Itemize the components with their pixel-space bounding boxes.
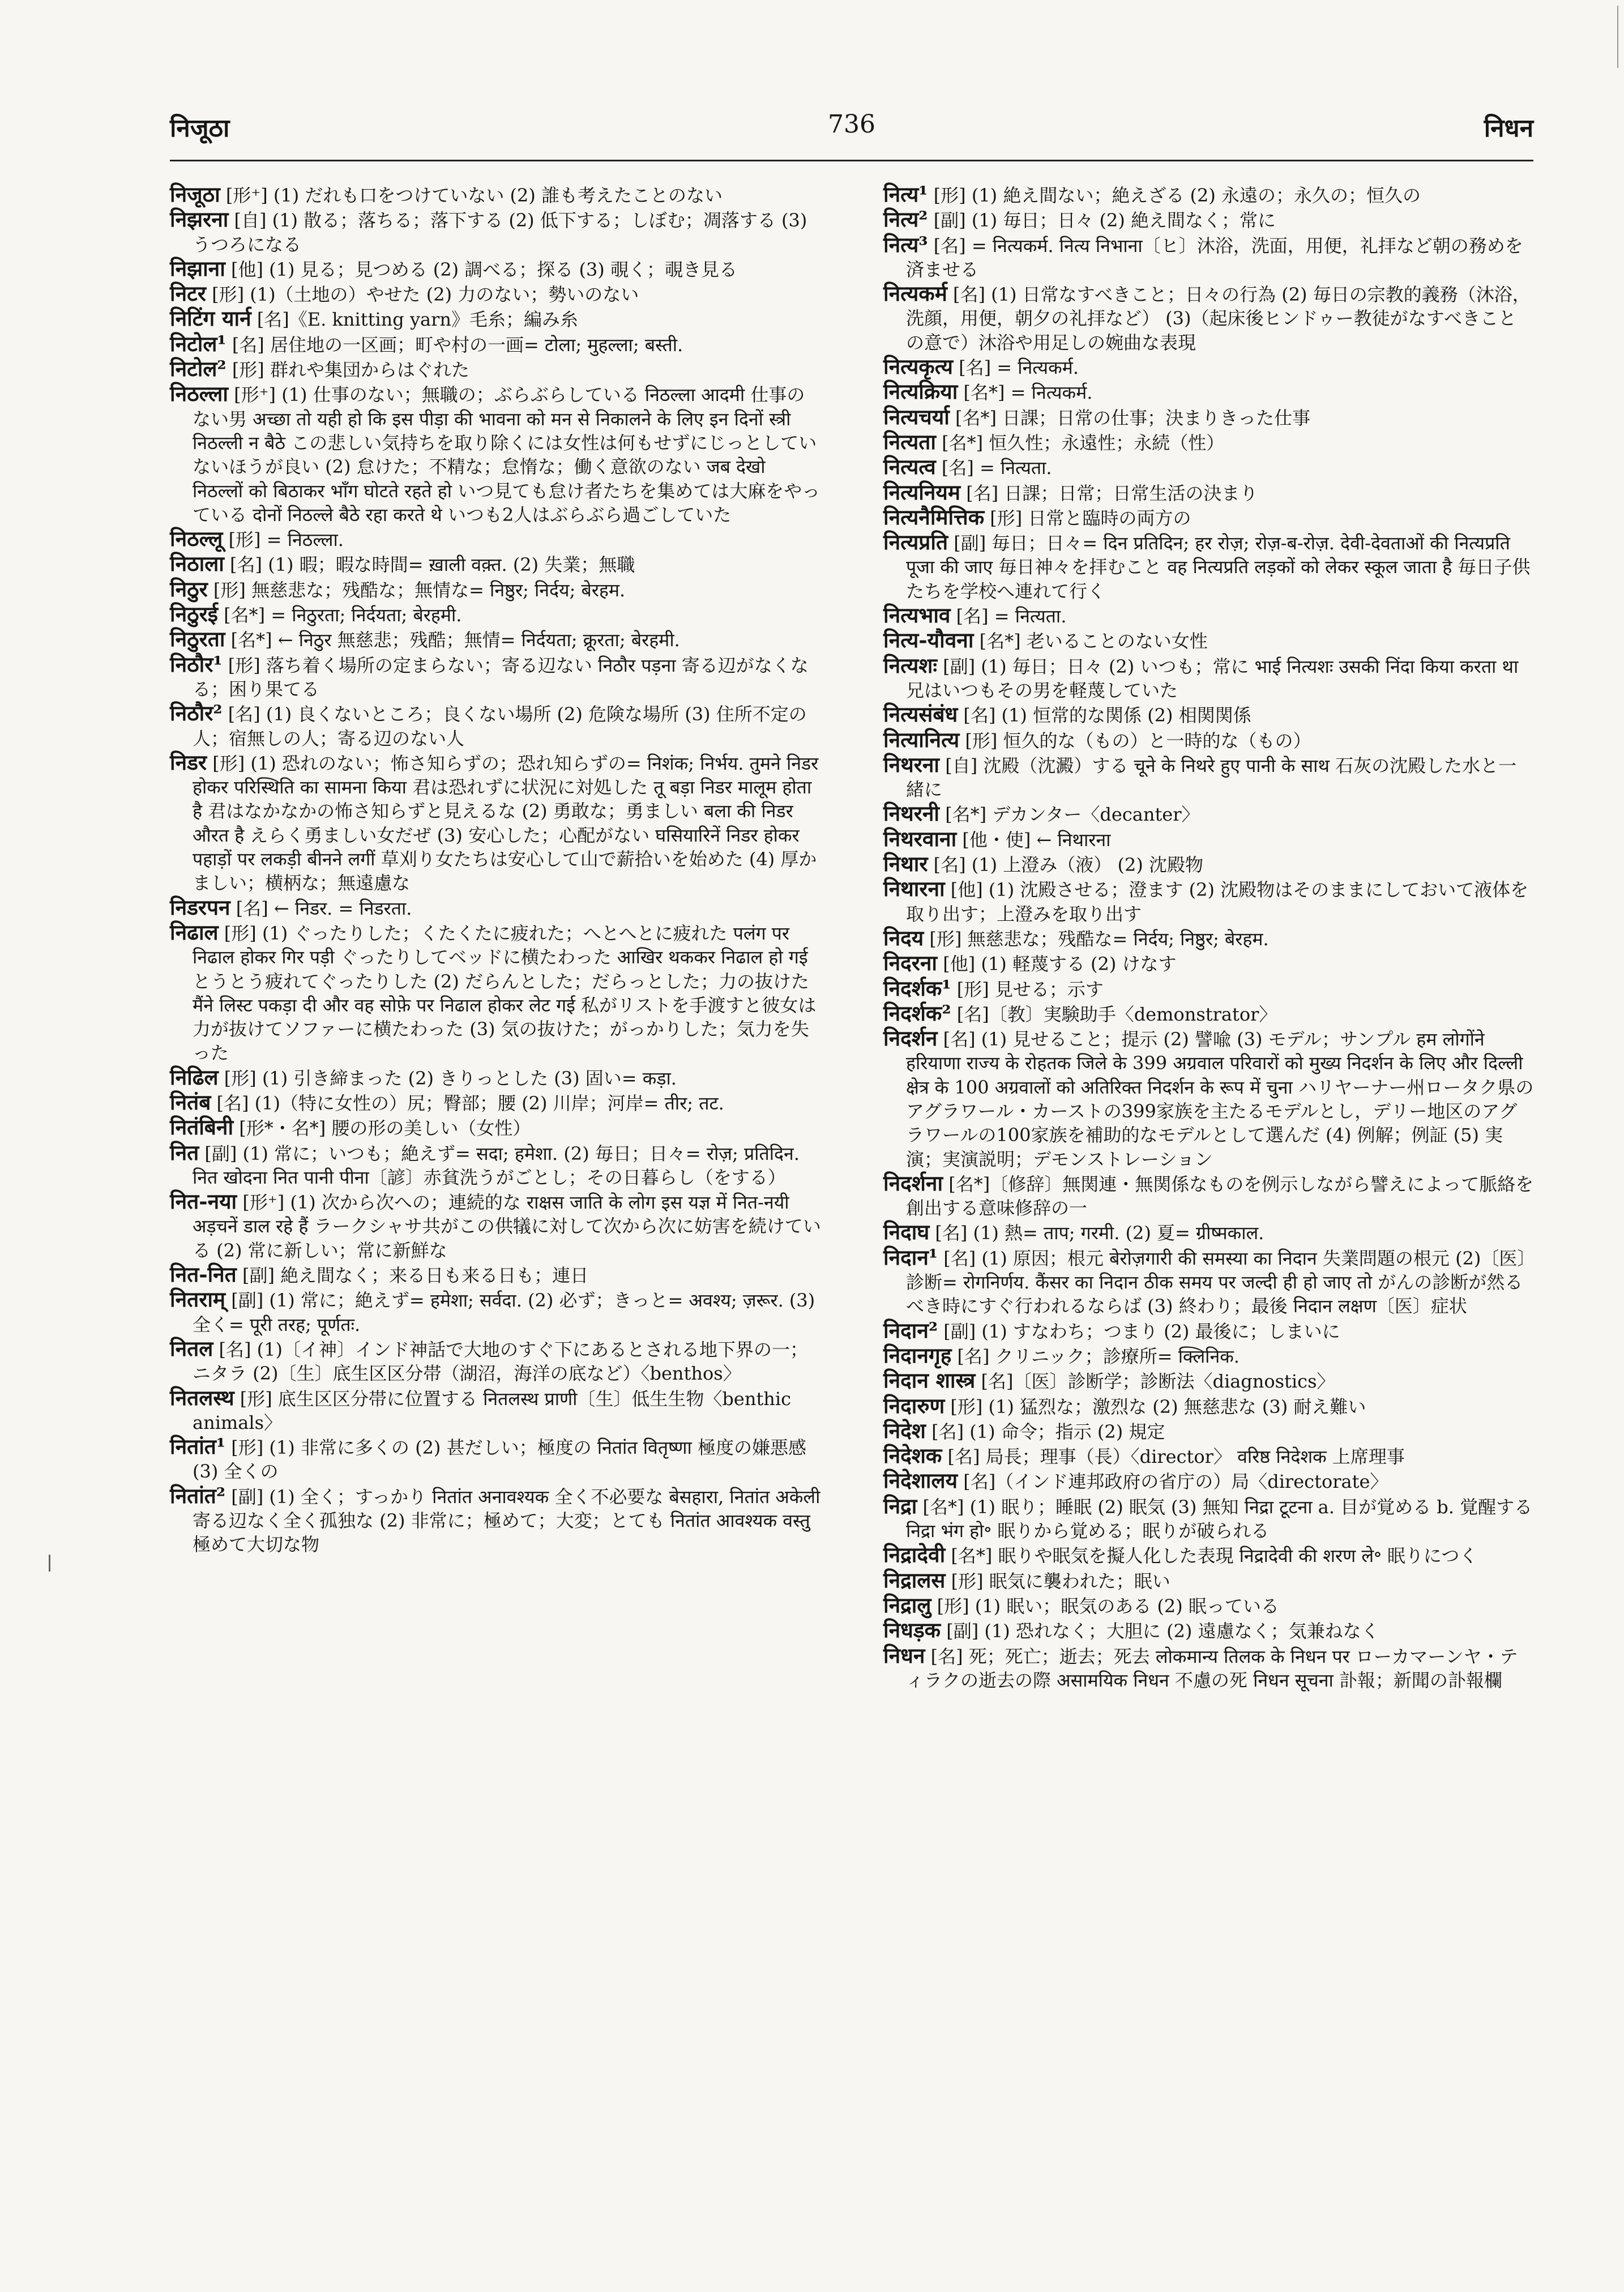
entry-headword: निजूठा <box>170 182 220 207</box>
entry-headword: निटोल¹ <box>170 331 226 356</box>
entry-headword: निदर्शक² <box>883 1000 951 1026</box>
entry-headword: नितांत² <box>170 1483 226 1508</box>
entry-headword: नितांत¹ <box>170 1434 226 1459</box>
dictionary-entry <box>883 405 1535 430</box>
entry-headword: निठौर¹ <box>170 651 223 677</box>
dictionary-entry <box>883 1245 1535 1318</box>
dictionary-entry <box>883 728 1535 753</box>
entry-definition: [副] (1) 毎日；日々 (2) 絶え間なく；常に <box>933 210 1276 232</box>
entry-definition: [形] (1)（土地の）やせた (2) 力のない；勢いのない <box>212 284 639 306</box>
dictionary-entry <box>170 257 821 281</box>
dictionary-entry <box>883 753 1535 802</box>
dictionary-entry <box>883 1394 1535 1419</box>
dictionary-entry <box>170 895 821 920</box>
entry-headword: निडरपन <box>170 894 230 920</box>
entry-definition: [名] 局長；理事（長）〈director〉 वरिष्ठ निदेशक 上席理事 <box>947 1446 1405 1468</box>
dictionary-entry <box>170 1090 821 1115</box>
entry-definition: [形] (1) 眠い；眠気のある (2) 眠っている <box>937 1595 1279 1617</box>
entry-definition: [名*] 眠りや眠気を擬人化した表現 निद्रादेवी की शरण ले॰ 眠りにつく <box>951 1545 1478 1567</box>
dictionary-entry <box>883 1419 1535 1444</box>
entry-definition: [副] (1) 毎日；日々 (2) いつも；常に भाई नित्यशः उसकी निंदा किया करता था 兄はいつもその男を軽蔑していた <box>906 655 1519 701</box>
entry-definition: [他・使] ← निथारना <box>962 829 1111 851</box>
entry-definition: [名]〔教〕実験助手〈demonstrator〉 <box>956 1003 1277 1025</box>
entry-headword: निथरना <box>883 752 940 777</box>
entry-definition: [名]（インド連邦政府の省庁の）局〈directorate〉 <box>963 1471 1388 1493</box>
entry-headword: नित्यत्व <box>883 454 936 480</box>
dictionary-entry <box>883 182 1535 207</box>
entry-headword: नित्यकृत्य <box>883 354 953 379</box>
dictionary-entry <box>883 827 1535 852</box>
dictionary-entry <box>883 1171 1535 1220</box>
entry-definition: [副] (1) 全く；すっかり नितांत अनावश्यक 全く不必要な बेसहारा, नितांत अकेली 寄る辺なく全く孤独な (2) 非常に；極めて；大変；とても नितांत आवश्यक वस्तु 極めて大切な物 <box>193 1486 820 1556</box>
entry-definition: [名] 日課；日常；日常生活の決まり <box>966 482 1258 504</box>
entry-headword: निठल्लू <box>170 526 223 552</box>
entry-definition: [形] (1) 猛烈な；激烈な (2) 無慈悲な (3) 耐え難い <box>950 1395 1366 1418</box>
entry-headword: नित्यप्रति <box>883 530 948 555</box>
entry-headword: निटिंग यार्न <box>170 306 251 331</box>
entry-headword: निथरनी <box>883 801 940 826</box>
entry-definition: [形] 無慈悲な；残酷な；無情な= निष्ठुर; निर्दय; बेरहम. <box>213 579 626 601</box>
entry-definition: [名] = नित्यकर्म. नित्य निभाना〔ヒ〕沐浴，洗面，用便，礼拝など朝の務めを済ませる <box>906 234 1523 280</box>
dictionary-entry <box>883 852 1535 877</box>
dictionary-entry <box>170 920 821 1065</box>
entry-headword: निधड़क <box>883 1617 941 1643</box>
dictionary-entry <box>170 701 821 750</box>
entry-headword: निदेशक <box>883 1443 942 1469</box>
entry-definition: [自] 沈殿（沈澱）する चूने के निथरे हुए पानी के साथ 石灰の沈殿した水と一緒に <box>906 754 1517 801</box>
entry-headword: नित्य¹ <box>883 182 928 207</box>
header-rule <box>170 160 1533 161</box>
entry-definition: [名*] デカンター〈decanter〉 <box>945 804 1200 826</box>
dictionary-entry <box>883 455 1535 480</box>
entry-definition: [自] (1) 散る；落ちる；落下する (2) 低下する；しぼむ；凋落する (3) うつろになる <box>193 210 807 255</box>
entry-headword: निदेशालय <box>883 1468 958 1493</box>
entry-definition: [名] (1)（特に女性の）尻；臀部；腰 (2) 川岸；河岸= तीर; तट. <box>216 1092 724 1114</box>
dictionary-entry <box>170 382 821 527</box>
entry-definition: [名] = नित्यकर्म. <box>959 357 1079 379</box>
entry-definition: [形] 見せる；示す <box>956 978 1104 1000</box>
entry-definition: [名*] ← निठुर 無慈悲；残酷；無情= निर्दयता; क्रूरता; बेरहमी. <box>230 629 680 651</box>
entry-definition: [形] (1) 絶え間ない；絶えざる (2) 永遠の；永久の；恒久の <box>933 185 1421 206</box>
entry-definition: [名] = नित्यता. <box>956 605 1067 628</box>
dictionary-entry <box>883 430 1535 455</box>
entry-headword: निठुरता <box>170 626 225 652</box>
entry-definition: [名*] 老いることのない女性 <box>979 630 1208 652</box>
dictionary-entry <box>883 1593 1535 1618</box>
dictionary-entry <box>883 1318 1535 1343</box>
dictionary-entry <box>170 1115 821 1140</box>
dictionary-entry <box>883 207 1535 232</box>
entry-headword: नित्यसंबंध <box>883 702 958 727</box>
dictionary-entry <box>170 1141 821 1190</box>
dictionary-entry <box>883 1343 1535 1368</box>
entry-headword: नित्यता <box>883 429 936 454</box>
entry-definition: [名] (1) 命令；指示 (2) 規定 <box>931 1420 1165 1442</box>
dictionary-entry <box>883 654 1535 703</box>
entry-definition: [副] 絶え間なく；来る日も来る日も；連日 <box>242 1265 589 1287</box>
entry-definition: [形⁺] (1) 仕事のない；無職の；ぶらぶらしている निठल्ला आदमी 仕事のない男 अच्छा तो यही हो कि इस पीड़ा की भावना को मन से निकालने के लिए इन दिनों स्त्री निठल्ली न बैठे この悲しい気持ちを取り除くには女性は何もせずにじっとしていないほうが良い (2) 怠けた；不精な；怠惰な；働く意欲のない जब देखो निठल्लों को बिठाकर भाँग घोटते रहते हो いつ見ても怠け者たちを集めては大麻をやっている दोनों निठल्ले बैठे रहा करते थे いつも2人はぶらぶら過ごしていた <box>193 384 820 526</box>
dictionary-entry <box>170 306 821 331</box>
entry-headword: निटर <box>170 281 206 306</box>
entry-headword: निठौर² <box>170 701 223 726</box>
entry-headword: निदर्शक¹ <box>883 975 951 1001</box>
dictionary-entry <box>170 1484 821 1557</box>
dictionary-entry <box>883 355 1535 379</box>
entry-definition: [形] 落ち着く場所の定まらない；寄る辺ない निठौर पड़ना 寄る辺がなくなる；困り果てる <box>193 654 809 700</box>
dictionary-entry <box>883 951 1535 976</box>
entry-headword: निदय <box>883 925 924 950</box>
entry-definition: [形] 日常と臨時の両方の <box>990 507 1191 529</box>
dictionary-entry <box>883 877 1535 926</box>
entry-definition: [名*] 恒久性；永遠性；永続（性） <box>942 432 1225 454</box>
right-column <box>883 182 1535 1692</box>
header-left-guide-word: निजूठा <box>170 114 230 143</box>
entry-headword: निधन <box>883 1642 925 1668</box>
entry-definition: [形] 眠気に襲われた；眠い <box>951 1570 1170 1592</box>
entry-headword: निदान¹ <box>883 1244 938 1270</box>
entry-headword: निदानगृह <box>883 1342 952 1368</box>
entry-definition: [形] (1) 非常に多くの (2) 甚だしい；極度の नितांत वितृष्णा 極度の嫌悪感 (3) 全くの <box>193 1437 806 1483</box>
dictionary-entry <box>883 1618 1535 1643</box>
dictionary-entry <box>883 1026 1535 1171</box>
entry-definition: [名] ← निडर. = निडरता. <box>236 897 412 919</box>
entry-definition: [他] (1) 沈殿させる；澄ます (2) 沈殿物はそのままにしておいて液体を取り出す；上澄みを取り出す <box>906 879 1529 925</box>
entry-definition: [形⁺] (1) 次から次への；連続的な राक्षस जाति के लोग इस यज्ञ में नित-नयी अड़चनें डाल रहे हैं ラークシャサ共がこの供犠に対して次から次に妨害を続けている (2) 常に新しい；常に新鮮な <box>193 1192 821 1261</box>
dictionary-entry <box>883 926 1535 951</box>
dictionary-entry <box>170 1189 821 1262</box>
dictionary-entry <box>883 801 1535 826</box>
entry-headword: निढिल <box>170 1064 219 1090</box>
entry-headword: नित्यचर्या <box>883 404 950 429</box>
entry-definition: [名*] = निठुरता; निर्दयता; बेरहमी. <box>224 604 462 626</box>
dictionary-entry <box>170 527 821 552</box>
entry-headword: नित्य-यौवना <box>883 628 974 653</box>
entry-headword: नितलस्थ <box>170 1385 234 1410</box>
dictionary-entry <box>170 1337 821 1386</box>
entry-definition: [形] (1) 引き締まった (2) きりっとした (3) 固い= कड़ा. <box>224 1067 677 1089</box>
dictionary-entry <box>170 1262 821 1287</box>
entry-headword: निदान² <box>883 1317 938 1343</box>
dictionary-entry <box>883 281 1535 355</box>
margin-mark <box>49 1555 50 1572</box>
entry-definition: [名] (1) 恒常的な関係 (2) 相関関係 <box>963 705 1251 727</box>
dictionary-entry <box>170 750 821 895</box>
dictionary-entry <box>883 233 1535 282</box>
entry-headword: नित-नित <box>170 1262 237 1287</box>
dictionary-entry <box>170 332 821 357</box>
entry-headword: निठल्ला <box>170 381 228 407</box>
entry-headword: निदर्शन <box>883 1026 938 1051</box>
dictionary-entry <box>883 1001 1535 1026</box>
entry-definition: [名*] = नित्यकर्म. <box>963 382 1093 404</box>
dictionary-entry <box>883 1469 1535 1493</box>
dictionary-entry <box>883 976 1535 1001</box>
entry-headword: निझाना <box>170 255 225 281</box>
dictionary-entry <box>170 552 821 577</box>
dictionary-entry <box>170 1386 821 1435</box>
entry-headword: नित्यक्रिया <box>883 379 958 404</box>
entry-headword: निडर <box>170 749 207 775</box>
dictionary-entry <box>883 379 1535 404</box>
entry-headword: निद्रादेवी <box>883 1542 946 1568</box>
entry-definition: [形⁺] (1) だれも口をつけていない (2) 誰も考えたことのない <box>225 185 723 206</box>
entry-headword: निटोल² <box>170 356 226 382</box>
entry-definition: [名] (1) 熱= ताप; गरमी. (2) 夏= ग्रीष्मकाल. <box>935 1222 1264 1244</box>
dictionary-entry <box>170 652 821 702</box>
dictionary-entry <box>883 505 1535 530</box>
entry-definition: [名] = नित्यता. <box>941 457 1052 479</box>
dictionary-entry <box>883 628 1535 653</box>
dictionary-entry <box>170 281 821 306</box>
entry-definition: [他] (1) 軽蔑する (2) けなす <box>943 953 1177 975</box>
entry-definition: [名] (1) 日常なすべきこと；日々の行為 (2) 毎日の宗教的義務（沐浴，洗顔，用便，朝夕の礼拝など） (3)（起床後ヒンドゥー教徒がなすべきことの意で）沐浴や用足しの婉曲な表現 <box>906 284 1531 353</box>
entry-definition: [名]〔医〕診断学；診断法〈diagnostics〉 <box>981 1371 1335 1393</box>
dictionary-entry <box>170 207 821 257</box>
entry-definition: [名*] 日課；日常の仕事；決まりきった仕事 <box>955 407 1311 429</box>
dictionary-entry <box>883 1444 1535 1469</box>
entry-headword: निठुर <box>170 576 208 601</box>
dictionary-entry <box>170 1287 821 1337</box>
entry-definition: [名] (1)〔イ神〕インド神話で大地のすぐ下にあるとされる地下界の一；ニタラ (2)〔生〕底生区区分帯（湖沼，海洋の底など）〈benthos〉 <box>193 1338 808 1385</box>
entry-definition: [名] (1) 原因；根元 बेरोज़गारी की समस्या का निदान 失業問題の根元 (2)〔医〕診断= रोगनिर्णय. कैंसर का निदान ठीक समय पर जल्दी ही हो जाए तो がんの診断が然るべき時にすぐ行われるならば (3) 終わり；最後 निदान लक्षण〔医〕症状 <box>906 1247 1527 1317</box>
entry-headword: नित-नया <box>170 1189 237 1214</box>
entry-definition: [名]《E. knitting yarn》毛糸；編み糸 <box>257 309 579 331</box>
entry-headword: नित्य³ <box>883 232 928 257</box>
left-column <box>170 182 821 1557</box>
dictionary-entry <box>883 1568 1535 1593</box>
entry-definition: [名] クリニック；診療所= क्लिनिक. <box>957 1345 1240 1367</box>
entry-definition: [形] 恒久的な（もの）と一時的な（もの） <box>965 729 1311 752</box>
entry-definition: [形] 群れや集団からはぐれた <box>232 359 469 381</box>
entry-headword: निदर्शना <box>883 1170 943 1196</box>
entry-headword: निथार <box>883 851 928 877</box>
entry-definition: [副] (1) 常に；いつも；絶えず= सदा; हमेशा. (2) 毎日；日々= रोज़; प्रतिदिन. नित खोदना नित पानी पीना〔諺〕赤貧洗うがごとし；その日暮らし（をする） <box>193 1142 800 1188</box>
entry-headword: नित्यानित्य <box>883 727 960 752</box>
entry-headword: नित्यशः <box>883 652 937 678</box>
dictionary-entry <box>170 357 821 382</box>
entry-headword: निठाला <box>170 551 224 577</box>
scan-edge-mark <box>1606 6 1618 68</box>
entry-headword: नित्यकर्म <box>883 281 947 306</box>
entry-headword: निथरवाना <box>883 826 957 851</box>
entry-definition: [名*] (1) 眠り；睡眠 (2) 眠気 (3) 無知 निद्रा टूटना a. 目が覚める b. 覚醒する निद्रा भंग हो॰ 眠りから覚める；眠りが破られる <box>906 1496 1533 1542</box>
dictionary-entry <box>170 627 821 652</box>
entry-definition: [名] (1) 暇；暇な時間= ख़ाली वक़्त. (2) 失業；無職 <box>230 554 635 576</box>
entry-headword: निदान शास्त्र <box>883 1368 976 1393</box>
entry-definition: [形] 底生区区分帯に位置する नितलस्थ प्राणी〔生〕低生生物〈benthic animals〉 <box>193 1388 792 1433</box>
entry-definition: [副] (1) 恐れなく；大胆に (2) 遠慮なく；気兼ねなく <box>946 1620 1379 1642</box>
dictionary-entry <box>170 1065 821 1090</box>
dictionary-entry <box>883 702 1535 727</box>
entry-definition: [形] (1) ぐったりした；くたくたに疲れた；へとへとに疲れた पलंग पर निढाल होकर गिर पड़ी ぐったりしてベッドに横たわった आखिर थककर निढाल हो गई とうとう疲れてぐったりした (2) だらんとした；だらっとした；力の抜けた मैंने लिस्ट पकड़ा दी और वह सोफ़े पर निढाल होकर लेट गई 私がリストを手渡すと彼女は力が抜けてソファーに横たわった (3) 気の抜けた；がっかりした；気力を失った <box>193 922 817 1064</box>
dictionary-entry <box>883 1644 1535 1693</box>
entry-headword: निझरना <box>170 207 229 232</box>
dictionary-entry <box>170 577 821 602</box>
entry-definition: [副] 毎日；日々= दिन प्रतिदिन; हर रोज़; रोज़-ब-रोज़. देवी-देवताओं की नित्यप्रति पूजा की जाए 毎日神々を拝むこと वह नित्यप्रति लड़कों को लेकर स्कूल जाता है 毎日子供たちを学校へ連れて行く <box>906 532 1531 602</box>
entry-headword: नितराम् <box>170 1287 226 1312</box>
entry-headword: नित्य² <box>883 207 928 232</box>
entry-headword: निठुरई <box>170 601 218 627</box>
entry-headword: नित <box>170 1139 199 1165</box>
entry-definition: [名] 居住地の一区画；町や村の一画= टोला; मुहल्ला; बस्ती. <box>232 334 683 356</box>
entry-definition: [名] 死；死亡；逝去；死去 लोकमान्य तिलक के निधन पर ローカマーンヤ・ティラクの逝去の際 असामयिक निधन 不慮の死 निधन सूचना 訃報；新聞の訃報欄 <box>906 1645 1518 1691</box>
entry-definition: [形*・名*] 腰の形の美しい（女性） <box>239 1117 531 1139</box>
entry-definition: [形] = निठल्ला. <box>228 529 344 551</box>
entry-definition: [他] (1) 見る；見つめる (2) 調べる；探る (3) 覗く；覗き見る <box>230 258 737 280</box>
entry-definition: [形] (1) 恐れのない；怖さ知らずの；恐れ知らずの= निशंक; निर्भय. तुमने निडर होकर परिस्थिति का सामना किया 君は恐れずに状況に対処した तू बड़ा निडर मालूम होता है 君はなかなかの怖さ知らずと見えるな (2) 勇敢な；勇ましい बला की निडर औरत है えらく勇ましい女だぜ (3) 安心した；心配がない घसियारिनें निडर होकर पहाड़ों पर लकड़ी बीनने लगीं 草刈り女たちは安心して山で薪拾いを始めた (4) 厚かましい；横柄な；無遠慮な <box>193 752 819 894</box>
entry-definition: [形] 無慈悲な；残酷な= निर्दय; निष्ठुर; बेरहम. <box>929 928 1269 950</box>
entry-headword: नितंब <box>170 1089 211 1115</box>
dictionary-entry <box>883 1220 1535 1245</box>
entry-headword: निदेश <box>883 1418 926 1443</box>
entry-headword: निदरना <box>883 950 938 976</box>
entry-definition: [名] (1) 上澄み（液） (2) 沈殿物 <box>933 854 1203 876</box>
entry-headword: निथारना <box>883 876 945 902</box>
entry-headword: निढाल <box>170 919 219 945</box>
entry-definition: [名] (1) 良くないところ；良くない場所 (2) 危険な場所 (3) 住所不定の人；宿無しの人；寄る辺のない人 <box>193 703 807 749</box>
dictionary-entry <box>883 1368 1535 1393</box>
entry-definition: [副] (1) すなわち；つまり (2) 最後に；しまいに <box>943 1320 1340 1342</box>
entry-headword: नित्यभाव <box>883 603 951 628</box>
dictionary-entry <box>170 1435 821 1484</box>
header-right-guide-word: निधन <box>1484 114 1533 143</box>
entry-definition: [名] (1) 見せること；提示 (2) 譬喩 (3) モデル；サンプル हम लोगोंने हरियाणा राज्य के रोहतक जिले के 399 अग्रवाल परिवारों को मुख्य निदर्शन के लिए और दिल्ली क्षेत्र के 100 अग्रवालों को अतिरिक्त निदर्शन के रूप में चुना ハリヤーナー州ロータク県のアグラワール・カーストの399家族を主たるモデルとし，デリー地区のアグラワールの100家族を補助的なモデルとして選んだ (4) 例解；例証 (5) 実演；実演説明；デモンストレーション <box>906 1028 1534 1170</box>
entry-headword: निदारुण <box>883 1393 945 1418</box>
entry-headword: निद्रालु <box>883 1592 931 1617</box>
dictionary-entry <box>883 530 1535 603</box>
dictionary-entry <box>170 182 821 207</box>
dictionary-entry <box>883 1543 1535 1568</box>
entry-definition: [副] (1) 常に；絶えず= हमेशा; सर्वदा. (2) 必ず；きっと= अवश्य; ज़रूर. (3) 全く= पूरी तरह; पूर्णतः. <box>193 1290 815 1335</box>
entry-headword: निद्रालस <box>883 1567 946 1593</box>
entry-definition: [名*]〔修辞〕無関連・無関係なものを例示しながら譬えによって脈絡を創出する意味修辞の一 <box>906 1173 1534 1219</box>
entry-headword: नितंबिनी <box>170 1115 234 1140</box>
entry-headword: निद्रा <box>883 1493 917 1518</box>
dictionary-entry <box>883 480 1535 505</box>
dictionary-entry <box>883 603 1535 628</box>
entry-headword: निदाघ <box>883 1219 930 1245</box>
page-header <box>170 108 1533 153</box>
entry-headword: नित्यनैमित्तिक <box>883 504 985 530</box>
dictionary-entry <box>883 1494 1535 1543</box>
dictionary-entry <box>170 602 821 627</box>
page-number: 736 <box>828 110 875 139</box>
entry-headword: नित्यनियम <box>883 479 961 505</box>
entry-headword: नितल <box>170 1335 213 1361</box>
